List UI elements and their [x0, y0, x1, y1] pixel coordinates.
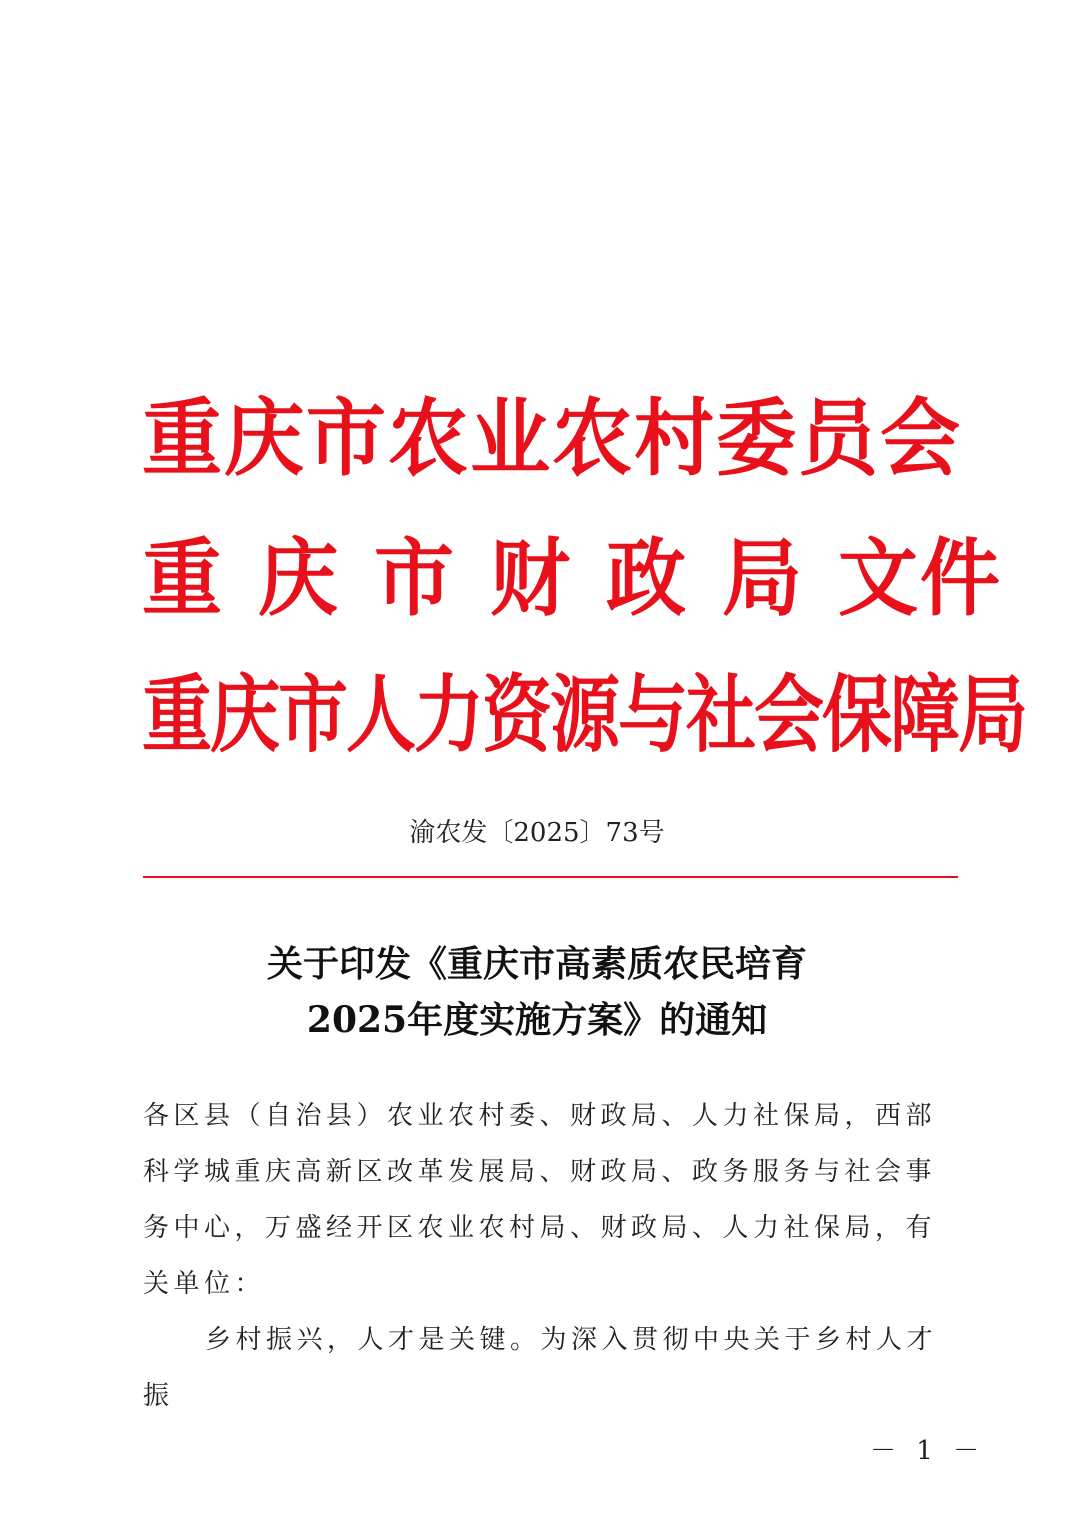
masthead-line-hr-bureau: 重庆市人力资源与社会保障局 — [142, 665, 1026, 765]
title-line-2: 2025年度实施方案》的通知 — [306, 999, 768, 1041]
document-body — [143, 1088, 943, 1424]
masthead-line-agriculture-committee: 重庆市农业农村委员会 — [142, 389, 962, 488]
body-paragraph-1: 乡村振兴，人才是关键。为深入贯彻中央关于乡村人才振 — [143, 1325, 938, 1411]
red-separator-rule — [143, 876, 958, 878]
masthead-line-finance-bureau — [142, 517, 1002, 641]
masthead-document-word: 文件 — [838, 529, 1002, 628]
document-masthead — [142, 380, 1026, 774]
addressee-paragraph: 各区县（自治县）农业农村委、财政局、人力社保局，西部科学城重庆高新区改革发展局、财政局、政务服务与社会事务中心，万盛经开区农业农村局、财政局、人力社保局，有关单位： — [143, 1101, 937, 1299]
document-number: 渝农发〔2025〕73号 — [409, 818, 665, 848]
title-line-1: 关于印发《重庆市高素质农民培育 — [266, 943, 807, 985]
masthead-finance-bureau-name: 重庆市财政局 — [142, 529, 838, 628]
page-number: － 1 － — [870, 1436, 986, 1466]
document-title — [0, 936, 1074, 1048]
